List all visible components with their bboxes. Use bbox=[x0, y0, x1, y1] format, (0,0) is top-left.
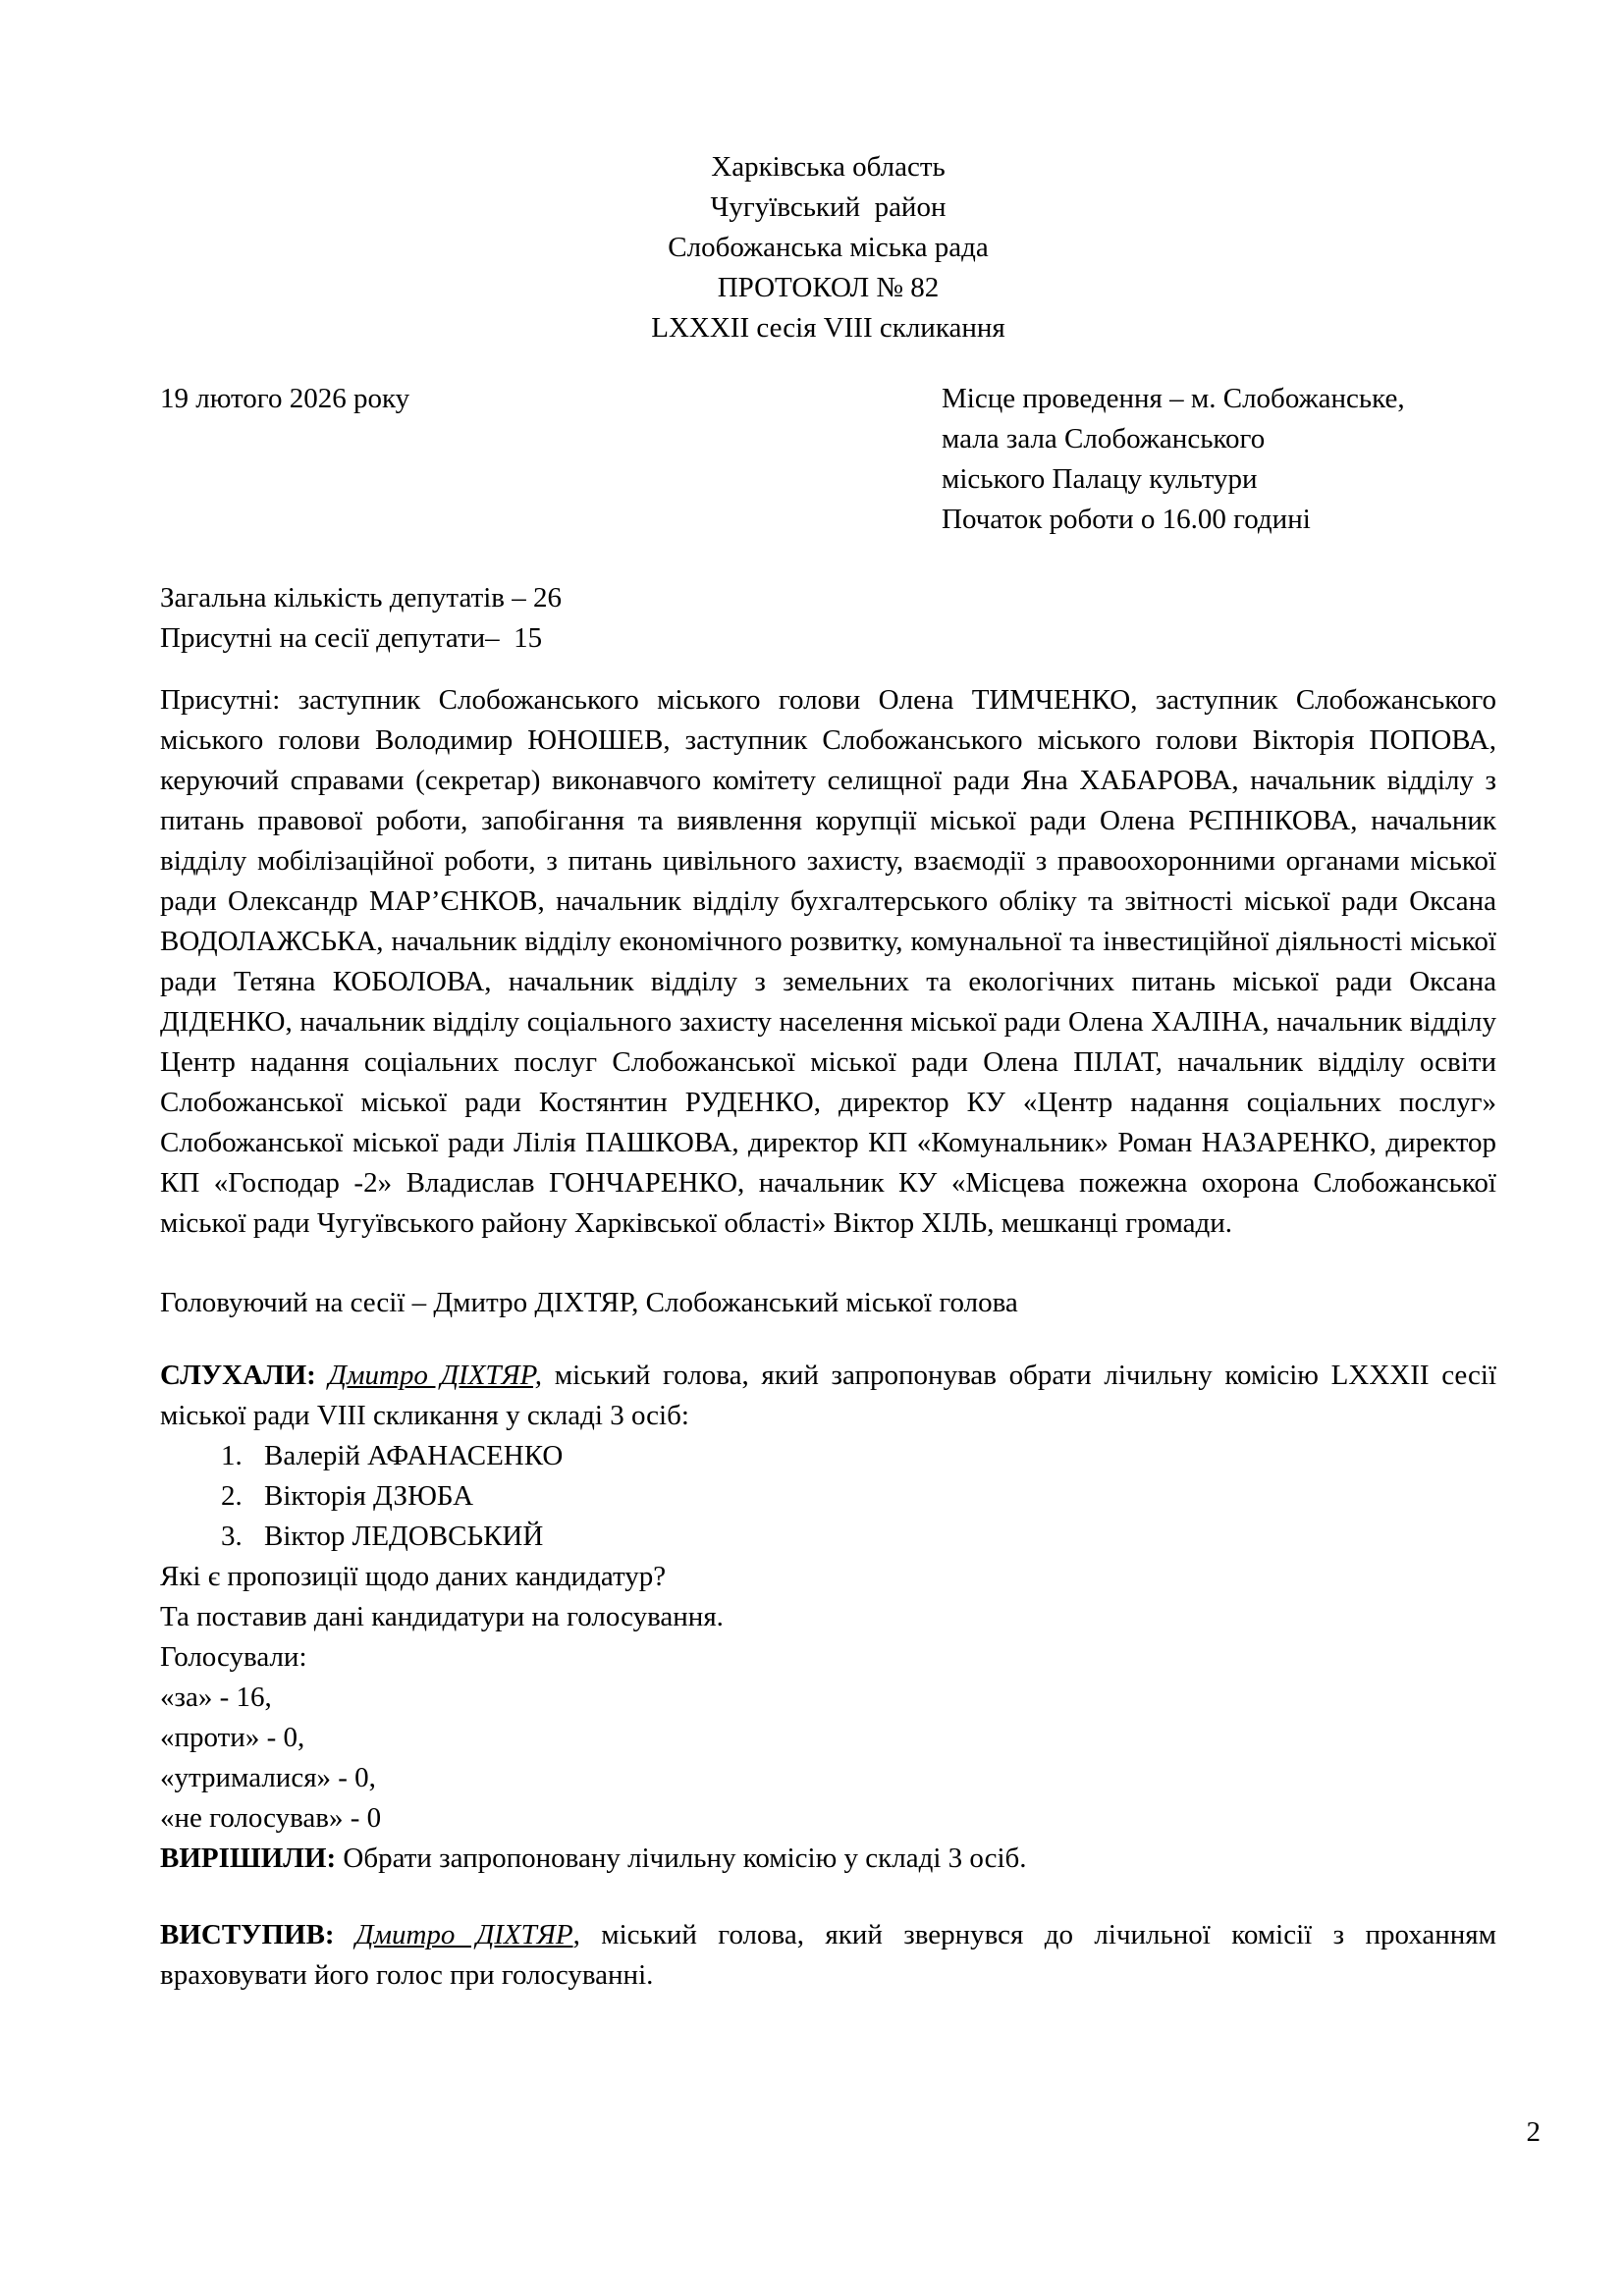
decision-paragraph bbox=[160, 1839, 1496, 1879]
list-item bbox=[160, 1517, 1496, 1557]
list-item-number: 1. bbox=[221, 1440, 243, 1471]
voting-block bbox=[160, 1637, 1496, 1839]
vote-result-against: «проти» - 0, bbox=[160, 1722, 305, 1753]
header-council: Слобожанська міська рада bbox=[668, 232, 989, 263]
vystupyv-label: ВИСТУПИВ: bbox=[160, 1919, 335, 1950]
session-date: 19 лютого 2026 року bbox=[160, 383, 410, 414]
list-item-number: 2. bbox=[221, 1480, 243, 1512]
present-deputies-line: Присутні на сесії депутати– 15 bbox=[160, 622, 543, 654]
list-item bbox=[160, 1476, 1496, 1517]
session-place-block bbox=[942, 379, 1496, 540]
vystupyv-paragraph bbox=[160, 1915, 1496, 1996]
place-line: мала зала Слобожанського bbox=[942, 423, 1266, 454]
protocol-number: ПРОТОКОЛ № 82 bbox=[717, 272, 940, 303]
vystupyv-text: , міський голова, який звернувся до лічильної комісії з проханням враховувати його голос при голосуванні. bbox=[160, 1919, 1496, 1991]
meta-row bbox=[160, 379, 1496, 540]
header-region: Харківська область bbox=[711, 151, 946, 183]
question-line: Які є пропозиції щодо даних кандидатур? bbox=[160, 1561, 667, 1592]
slukhaly-text: міський голова, який запропонував обрати лічильну комісію LXXXII сесії міської ради VIII скликання у складі 3 осіб: bbox=[160, 1360, 1497, 1431]
vote-result-abstained: «утрималися» - 0, bbox=[160, 1762, 376, 1793]
vote-result-notvoted: «не голосував» - 0 bbox=[160, 1802, 382, 1834]
header-district: Чугуївський район bbox=[710, 191, 947, 223]
candidate-name: Віктор ЛЕДОВСЬКИЙ bbox=[264, 1521, 544, 1552]
page-number: 2 bbox=[1526, 2116, 1541, 2148]
decision-label: ВИРІШИЛИ: bbox=[160, 1842, 337, 1874]
list-item bbox=[160, 1436, 1496, 1476]
slukhaly-label: СЛУХАЛИ: bbox=[160, 1360, 316, 1391]
decision-text: Обрати запропоновану лічильну комісію у складі 3 осіб. bbox=[336, 1842, 1027, 1874]
list-item-number: 3. bbox=[221, 1521, 243, 1552]
total-deputies-line: Загальна кількість депутатів – 26 bbox=[160, 582, 562, 614]
candidates-list bbox=[160, 1436, 1496, 1557]
attendees-paragraph: Присутні: заступник Слобожанського міського голови Олена ТИМЧЕНКО, заступник Слобожанського міського голови Володимир ЮНОШЕВ, заступник Слобожанського міського голови Вікторія ПОПОВА, керуючий справами (секретар) виконавчого комітету селищної ради Яна ХАБАРОВА, начальник відділу з питань правової роботи, запобігання та виявлення корупції міської ради Олена РЄПНІКОВА, начальник відділу мобілізаційної роботи, з питань цивільного захисту, взаємодії з правоохоронними органами міської ради Олександр МАР’ЄНКОВ, начальник відділу бухгалтерського обліку та звітності міської ради Оксана ВОДОЛАЖСЬКА, начальник відділу економічного розвитку, комунальної та інвестиційної діяльності міської ради Тетяна КОБОЛОВА, начальник відділу з земельних та екологічних питань міської ради Оксана ДІДЕНКО, начальник відділу соціального захисту населення міської ради Олена ХАЛІНА, начальник відділу Центр надання соціальних послуг Слобожанської міської ради Олена ПІЛАТ, начальник відділу освіти Слобожанської міської ради Костянтин РУДЕНКО, директор КУ «Центр надання соціальних послуг» Слобожанської міської ради Лілія ПАШКОВА, директор КП «Комунальник» Роман НАЗАРЕНКО, директор КП «Господар -2» Владислав ГОНЧАРЕНКО, начальник КУ «Місцева пожежна охорона Слобожанської міської ради Чугуївського району Харківської області» Віктор ХІЛЬ, мешканці громади. bbox=[160, 684, 1496, 1239]
slukhaly-paragraph bbox=[160, 1356, 1496, 1436]
document-header bbox=[160, 147, 1496, 348]
place-line: Початок роботи о 16.00 годині bbox=[942, 504, 1311, 535]
place-line: Місце проведення – м. Слобожанське, bbox=[942, 383, 1405, 414]
chairperson-line: Головуючий на сесії – Дмитро ДІХТЯР, Слобожанський міської голова bbox=[160, 1287, 1018, 1318]
voting-title: Голосували: bbox=[160, 1641, 307, 1673]
vote-call-line: Та поставив дані кандидатури на голосування. bbox=[160, 1601, 724, 1632]
place-line: міського Палацу культури bbox=[942, 463, 1258, 495]
vystupyv-speaker-name: Дмитро ДІХТЯР bbox=[355, 1919, 573, 1950]
slukhaly-speaker-name: Дмитро ДІХТЯР, bbox=[328, 1360, 543, 1391]
candidate-name: Валерій АФАНАСЕНКО bbox=[264, 1440, 564, 1471]
deputy-counts bbox=[160, 578, 1496, 659]
vote-result-for: «за» - 16, bbox=[160, 1682, 272, 1713]
session-title: LXXXII сесія VIII скликання bbox=[651, 312, 1005, 344]
candidate-name: Вікторія ДЗЮБА bbox=[264, 1480, 474, 1512]
